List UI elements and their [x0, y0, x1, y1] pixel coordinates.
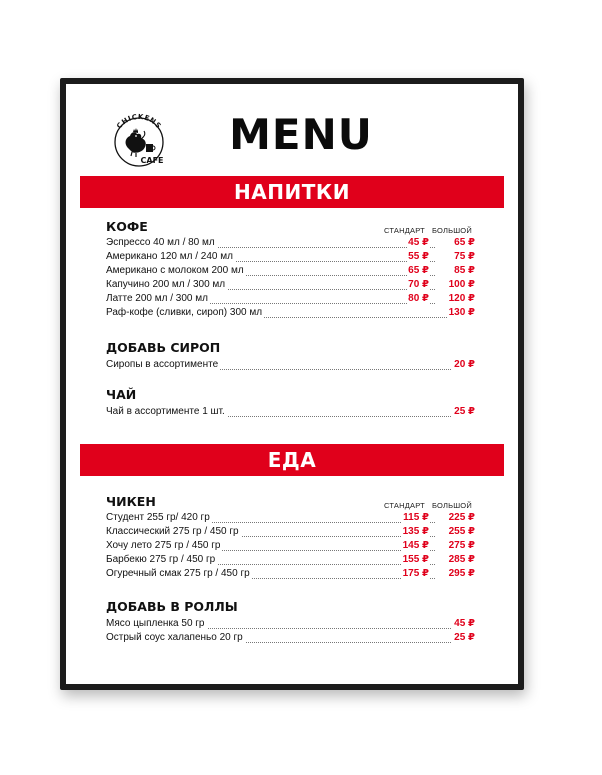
coffee-item-cappuccino [106, 278, 475, 292]
coffee-item-raf [106, 306, 475, 320]
price-standard: 175 ₽ [402, 568, 429, 579]
chicken-item-bbq [106, 553, 475, 567]
item-name: Эспрессо 40 мл / 80 мл [106, 237, 215, 248]
price-large: 130 ₽ [448, 307, 475, 318]
tea-item [106, 405, 475, 419]
price-large: 295 ₽ [448, 568, 475, 579]
item-name: Мясо цыпленка 50 гр [106, 618, 205, 629]
price-large: 100 ₽ [448, 279, 475, 290]
price-large: 75 ₽ [454, 251, 475, 262]
price-large: 225 ₽ [448, 512, 475, 523]
item-name: Хочу лето 275 гр / 450 гр [106, 540, 221, 551]
chicken-col-large: БОЛЬШОЙ [432, 501, 472, 510]
price-standard: 45 ₽ [408, 237, 429, 248]
chicken-item-classic [106, 525, 475, 539]
price-large: 120 ₽ [448, 293, 475, 304]
price-standard: 55 ₽ [408, 251, 429, 262]
addons-heading: ДОБАВЬ В РОЛЛЫ [106, 599, 238, 614]
chicken-heading: ЧИКЕН [106, 494, 156, 509]
addon-item-jalapeno-sauce [106, 631, 475, 645]
price-standard: 155 ₽ [402, 554, 429, 565]
price-standard: 80 ₽ [408, 293, 429, 304]
item-price: 45 ₽ [454, 618, 475, 629]
item-price: 25 ₽ [454, 406, 475, 417]
price-standard: 145 ₽ [402, 540, 429, 551]
coffee-item-americano [106, 250, 475, 264]
tea-heading: ЧАЙ [106, 387, 137, 402]
chicken-item-summer [106, 539, 475, 553]
price-large: 285 ₽ [448, 554, 475, 565]
hen-icon [126, 128, 146, 157]
item-name: Латте 200 мл / 300 мл [106, 293, 208, 304]
coffee-col-large: БОЛЬШОЙ [432, 226, 472, 235]
item-name: Чай в ассортименте 1 шт. [106, 406, 225, 417]
price-standard: 70 ₽ [408, 279, 429, 290]
chicken-item-cucumber [106, 567, 475, 581]
price-standard: 115 ₽ [403, 512, 429, 523]
menu-board-frame [60, 78, 524, 690]
coffee-heading: КОФЕ [106, 219, 148, 234]
menu-title: MENU [229, 110, 373, 159]
item-name: Классический 275 гр / 450 гр [106, 526, 239, 537]
logo-word: CAFE [140, 156, 164, 165]
item-name: Капучино 200 мл / 300 мл [106, 279, 226, 290]
price-large: 255 ₽ [448, 526, 475, 537]
price-standard: 65 ₽ [408, 265, 429, 276]
chicken-col-standard: СТАНДАРТ [384, 501, 425, 510]
coffee-item-americano-milk [106, 264, 475, 278]
food-band: ЕДА [80, 444, 504, 476]
logo-arc-text: CHICKENS [115, 112, 163, 131]
menu-sheet [66, 84, 518, 684]
item-name: Огуречный смак 275 гр / 450 гр [106, 568, 250, 579]
coffee-item-latte [106, 292, 475, 306]
item-name: Раф-кофе (сливки, сироп) 300 мл [106, 307, 263, 318]
price-large: 85 ₽ [454, 265, 475, 276]
item-name: Сиропы в ассортименте [106, 359, 219, 370]
syrup-item [106, 358, 475, 372]
chickens-cafe-logo [106, 108, 172, 168]
item-name: Американо с молоком 200 мл [106, 265, 244, 276]
item-price: 20 ₽ [454, 359, 475, 370]
item-name: Американо 120 мл / 240 мл [106, 251, 233, 262]
price-large: 275 ₽ [448, 540, 475, 551]
price-large: 65 ₽ [454, 237, 475, 248]
item-name: Барбекю 275 гр / 450 гр [106, 554, 216, 565]
chicken-item-student [106, 511, 475, 525]
item-name: Студент 255 гр/ 420 гр [106, 512, 210, 523]
svg-text:CHICKENS [115, 113, 163, 131]
item-name: Острый соус халапеньо 20 гр [106, 632, 243, 643]
addon-item-chicken-meat [106, 617, 475, 631]
price-standard: 135 ₽ [402, 526, 429, 537]
coffee-col-standard: СТАНДАРТ [384, 226, 425, 235]
syrup-heading: ДОБАВЬ СИРОП [106, 340, 221, 355]
drinks-band: НАПИТКИ [80, 176, 504, 208]
coffee-item-espresso [106, 236, 475, 250]
item-price: 25 ₽ [454, 632, 475, 643]
